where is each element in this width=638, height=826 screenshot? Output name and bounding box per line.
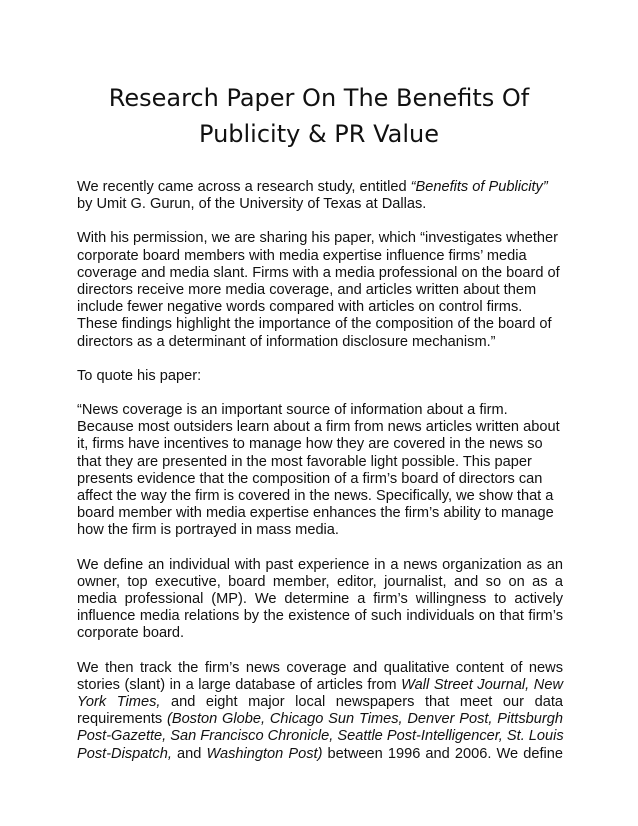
paragraph-line: To quote his paper: [77,367,202,384]
text-run: and eight major local newspapers that meet our data [160,694,563,711]
paragraph-line: board member with media expertise enhances the firm’s ability to manage [77,505,554,522]
quote-paragraph [77,402,563,540]
publication-names: Post-Dispatch, [77,745,172,762]
paragraph-line: include fewer negative words compared with articles on control firms. [77,299,523,316]
text-run: and [171,745,207,762]
paragraph-line: coverage and media slant. Firms with a media professional on the board of [77,264,560,281]
page-title [60,80,578,152]
paragraph-line: directors as a determinant of information disclosure mechanism.” [77,333,496,350]
paragraph-line: directors receive more media coverage, and articles written about them [77,282,537,299]
paragraph-line: We then track the firm’s news coverage and qualitative content of news [77,659,563,676]
paragraph-line [77,179,563,196]
paragraph-line: These findings highlight the importance of the composition of the board of [77,316,552,333]
permission-paragraph [77,230,563,350]
definition-paragraph [77,557,563,643]
paragraph-line: corporate board. [77,625,185,642]
paragraph-line: Because most outsiders learn about a firm from news articles written about [77,419,560,436]
paragraph-line [77,677,563,694]
paragraph-line [77,694,563,711]
text-run: stories (slant) in a large database of articles from [77,676,402,693]
paragraph-line: affect the way the firm is covered in the news. Specifically, we show that a [77,488,554,505]
paragraph-line: corporate board members with media expertise influence firms’ media [77,247,527,264]
paragraph-line: by Umit G. Gurun, of the University of Texas at Dallas. [77,196,427,213]
publication-names: Post-Gazette, San Francisco Chronicle, Seattle Post-Intelligencer, St. Louis [77,728,564,745]
publication-names: York Times, [77,694,161,711]
title-line: Publicity & PR Value [199,120,439,148]
paragraph-line [77,746,563,763]
paragraph-line: owner, top executive, board member, editor, journalist, and so on as a [77,573,563,590]
document-body [77,179,563,780]
paragraph-line: how the firm is portrayed in mass media. [77,522,339,539]
study-title: “Benefits of Publicity” [410,179,548,195]
quote-intro-paragraph [77,368,563,385]
publication-names: Washington Post) [206,745,323,762]
publication-names: Wall Street Journal, New [401,676,563,693]
paragraph-line: We define an individual with past experience in a news organization as an [77,556,563,573]
paragraph-line [77,711,563,728]
title-line: Research Paper On The Benefits Of [108,84,530,112]
paragraph-line: that they are presented in the most favorable light possible. This paper [77,453,532,470]
paragraph-line: “News coverage is an important source of information about a firm. [77,402,508,419]
paragraph-line: influence media relations by the existence of such individuals on that firm’s [77,608,563,625]
publication-names: (Boston Globe, Chicago Sun Times, Denver Post, Pittsburgh [166,711,563,728]
text-run: between 1996 and 2006. We define [322,745,563,762]
paragraph-line: presents evidence that the composition of a firm’s board of directors can [77,470,543,487]
paragraph-line: it, firms have incentives to manage how they are covered in the news so [77,436,543,453]
text-run: requirements [77,711,167,728]
paragraph-line [77,728,563,745]
paragraph-line: With his permission, we are sharing his paper, which “investigates whether [77,230,559,247]
text-run: We recently came across a research study, entitled [77,179,411,195]
tracking-paragraph [77,660,563,763]
intro-paragraph [77,179,563,213]
paragraph-line: media professional (MP). We determine a firm’s willingness to actively [77,591,563,608]
